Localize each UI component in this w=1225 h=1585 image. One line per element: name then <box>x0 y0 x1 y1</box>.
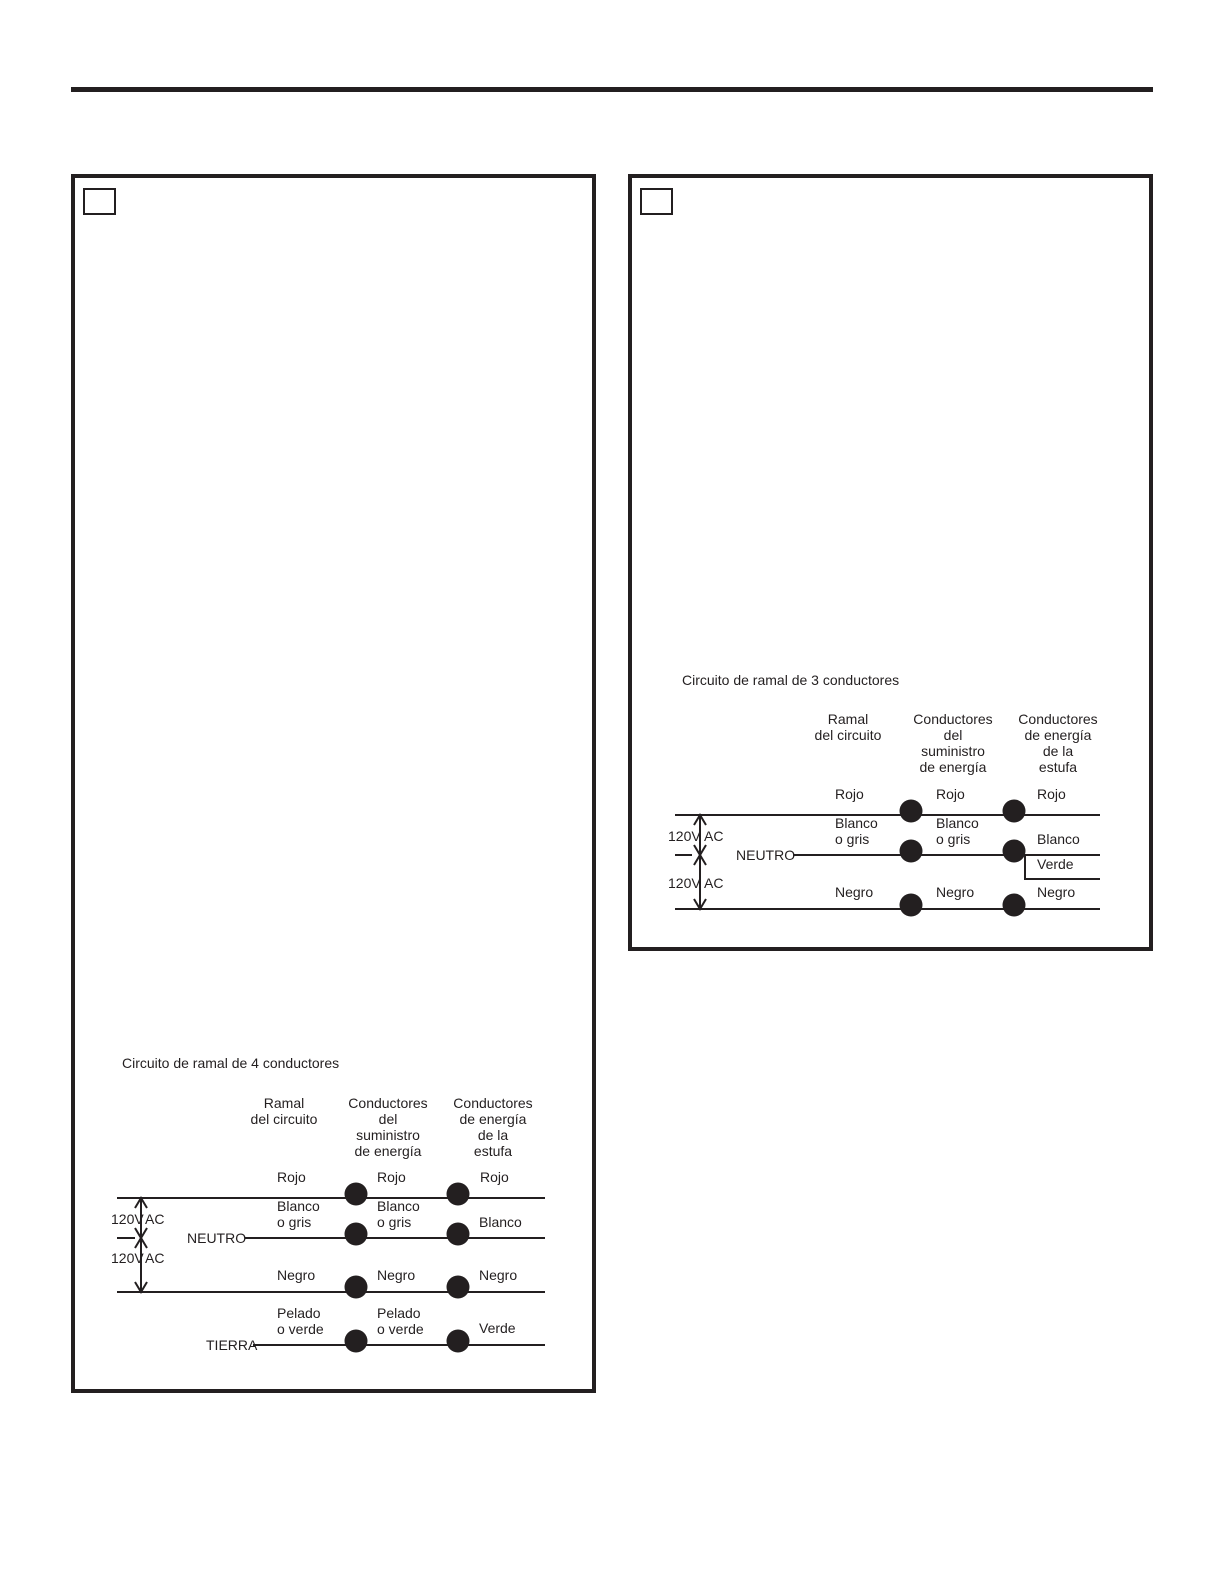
svg-text:Conductores: Conductores <box>453 1095 533 1111</box>
header-supply <box>348 1095 427 1159</box>
svg-text:Negro: Negro <box>835 884 874 900</box>
svg-text:o gris: o gris <box>377 1214 412 1230</box>
header-branch <box>251 1095 318 1127</box>
header-range <box>1018 711 1097 775</box>
diagram-title: Circuito de ramal de 3 conductores <box>682 672 900 688</box>
header-branch <box>815 711 882 743</box>
svg-text:120V: 120V <box>111 1211 144 1227</box>
svg-text:Ramal: Ramal <box>827 711 869 727</box>
header-rule <box>71 87 1153 92</box>
header-supply <box>913 711 992 775</box>
row-neutral-labels <box>835 815 1080 847</box>
svg-text:Rojo: Rojo <box>277 1169 306 1185</box>
svg-text:o gris: o gris <box>277 1214 312 1230</box>
row-neutral-labels <box>277 1198 522 1230</box>
svg-text:de energía: de energía <box>1024 727 1092 743</box>
row-red-labels <box>835 786 1066 802</box>
svg-text:Rojo: Rojo <box>480 1169 509 1185</box>
voltage-label-upper <box>111 1211 164 1227</box>
svg-text:Blanco: Blanco <box>835 815 878 831</box>
svg-text:120V: 120V <box>668 828 701 844</box>
svg-text:AC: AC <box>704 828 724 844</box>
svg-text:estufa: estufa <box>1038 759 1078 775</box>
svg-text:o gris: o gris <box>835 831 870 847</box>
svg-text:Blanco: Blanco <box>479 1214 522 1230</box>
svg-text:Rojo: Rojo <box>1037 786 1066 802</box>
svg-text:Blanco: Blanco <box>1037 831 1080 847</box>
svg-text:Negro: Negro <box>936 884 975 900</box>
row-ground-labels <box>277 1305 516 1337</box>
svg-text:Negro: Negro <box>1037 884 1076 900</box>
svg-text:Negro: Negro <box>377 1267 416 1283</box>
svg-text:Conductores: Conductores <box>348 1095 428 1111</box>
three-wire-panel <box>628 174 1153 951</box>
svg-text:Blanco: Blanco <box>936 815 979 831</box>
row-black-labels <box>835 884 1075 900</box>
jumper-label: Verde <box>1037 856 1074 872</box>
svg-text:AC: AC <box>145 1211 165 1227</box>
svg-text:del: del <box>378 1111 398 1127</box>
svg-text:120V: 120V <box>668 875 701 891</box>
svg-text:de la: de la <box>1042 743 1074 759</box>
four-wire-panel <box>71 174 596 1393</box>
svg-text:del circuito: del circuito <box>250 1111 318 1127</box>
ground-label: TIERRA <box>206 1337 258 1353</box>
svg-text:estufa: estufa <box>473 1143 513 1159</box>
voltage-label-lower <box>111 1250 164 1266</box>
svg-text:de energía: de energía <box>459 1111 527 1127</box>
svg-text:Rojo: Rojo <box>377 1169 406 1185</box>
svg-text:Pelado: Pelado <box>377 1305 421 1321</box>
svg-text:o verde: o verde <box>377 1321 424 1337</box>
svg-text:AC: AC <box>145 1250 165 1266</box>
svg-text:Blanco: Blanco <box>377 1198 420 1214</box>
four-wire-diagram <box>75 178 600 1397</box>
three-wire-diagram <box>632 178 1157 955</box>
svg-text:del: del <box>943 727 963 743</box>
svg-text:Ramal: Ramal <box>263 1095 305 1111</box>
diagram-title: Circuito de ramal de 4 conductores <box>122 1055 340 1071</box>
svg-text:de energía: de energía <box>919 759 987 775</box>
svg-text:Rojo: Rojo <box>835 786 864 802</box>
svg-text:de la: de la <box>477 1127 509 1143</box>
svg-text:suministro: suministro <box>356 1127 420 1143</box>
voltage-label-lower <box>668 875 723 891</box>
svg-text:Blanco: Blanco <box>277 1198 320 1214</box>
svg-text:Conductores: Conductores <box>913 711 993 727</box>
svg-text:del circuito: del circuito <box>814 727 882 743</box>
row-red-labels <box>277 1169 509 1185</box>
svg-text:Pelado: Pelado <box>277 1305 321 1321</box>
svg-text:de energía: de energía <box>354 1143 422 1159</box>
neutral-label: NEUTRO <box>736 847 796 863</box>
neutral-label: NEUTRO <box>187 1230 247 1246</box>
svg-text:AC: AC <box>704 875 724 891</box>
voltage-label-upper <box>668 828 723 844</box>
svg-text:o gris: o gris <box>936 831 971 847</box>
svg-text:Conductores: Conductores <box>1018 711 1098 727</box>
svg-text:120V: 120V <box>111 1250 144 1266</box>
svg-text:o verde: o verde <box>277 1321 324 1337</box>
svg-text:Verde: Verde <box>479 1320 516 1336</box>
header-range <box>453 1095 532 1159</box>
svg-text:suministro: suministro <box>921 743 985 759</box>
row-black-labels <box>277 1267 517 1283</box>
svg-text:Negro: Negro <box>277 1267 316 1283</box>
svg-text:Rojo: Rojo <box>936 786 965 802</box>
svg-text:Negro: Negro <box>479 1267 518 1283</box>
